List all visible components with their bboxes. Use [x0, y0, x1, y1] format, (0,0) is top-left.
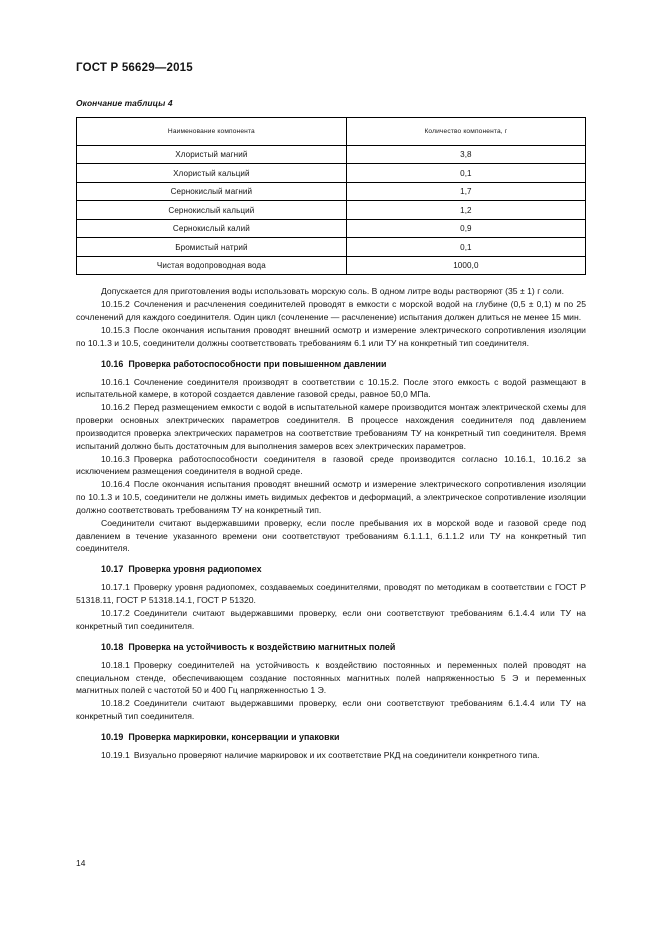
clause-number: 10.18.1: [101, 659, 130, 670]
heading-10-19: [76, 732, 586, 742]
cell-component-name: Бромистый натрий: [77, 238, 347, 257]
page-number: 14: [76, 858, 86, 868]
clause-number: 10.16.1: [101, 376, 130, 387]
table-row: [77, 164, 586, 183]
standard-title: ГОСТ Р 56629—2015: [76, 62, 193, 74]
table-row: [77, 256, 586, 275]
cell-component-name: Хлористый кальций: [77, 164, 347, 183]
table-header-row: [77, 117, 586, 145]
paragraph-10-16-3: [76, 453, 586, 479]
column-header-name: Наименование компонента: [77, 117, 347, 145]
paragraph-text: Перед размещением емкости с водой в испытательной камере производится монтаж электрической схемы для проверки основных электрических параметров соединителя. В процессе нахождения соединителя под давлением производится проверка электрических параметров на соответствие требованиям ТУ на конкретный тип соединителя. Время испытаний должно быть достаточным для выполнения замеров всех электрических параметров.: [76, 402, 586, 451]
paragraph-text: Проверку уровня радиопомех, создаваемых соединителями, проводят по методикам в соответствии с ГОСТ Р 51318.11, ГОСТ Р 51318.14.1, ГОСТ Р 51320.: [76, 582, 586, 606]
column-header-value: Количество компонента, г: [346, 117, 585, 145]
paragraph-text: Соединители считают выдержавшими проверку, если они соответствуют требованиям 6.1.4.4 или ТУ на конкретный тип соединителя.: [76, 698, 586, 722]
section-title: Проверка маркировки, консервации и упаковки: [128, 731, 340, 742]
paragraph-text: После окончания испытания проводят внешний осмотр и измерение электрического сопротивления изоляции по 10.1.3 и 10.5, соединители не должны иметь видимых дефектов и деформаций, а электрическое сопротивление изоляции должно соответствовать требованиям ТУ на конкретный тип.: [76, 479, 586, 515]
clause-number: 10.16.2: [101, 402, 130, 413]
paragraph-text: Соединители считают выдержавшими проверку, если после пребывания их в морской воде и газовой среде под давлением в течение указанного времени они соответствуют требованиям 6.1.1.1, 6.1.1.2 или ТУ на конкретный тип соединителя.: [76, 517, 586, 554]
clause-number: 10.17.2: [101, 608, 130, 619]
cell-component-name: Хлористый магний: [77, 145, 347, 164]
paragraph-10-18-2: [76, 697, 586, 723]
table-caption: Окончание таблицы 4: [76, 97, 173, 108]
table-row: [77, 219, 586, 238]
cell-component-value: 0,1: [346, 164, 585, 183]
paragraph-text: Соединители считают выдержавшими проверку, если они соответствуют требованиям 6.1.4.4 или ТУ на конкретный тип соединителя.: [76, 608, 586, 631]
table-body: [77, 145, 586, 275]
clause-number: 10.16.3: [101, 453, 130, 464]
paragraph-text: После окончания испытания проводят внешний осмотр и измерение электрического сопротивления изоляции по 10.1.3 и 10.5, соединители должны соответствовать требованиям 6.1 или ТУ на конкретный тип соединителя.: [76, 324, 586, 348]
cell-component-value: 0,9: [346, 219, 585, 238]
cell-component-name: Сернокислый калий: [77, 219, 347, 238]
paragraph-text: Проверку соединителей на устойчивость к воздействию постоянных и переменных полей проводят на специальном стенде, обеспечивающем создание постоянных магнитных полей напряженностью 5 Э и переменных магнитных полей с частотой 50 и 400 Гц напряженностью 1 Э.: [76, 659, 586, 696]
table-row: [77, 201, 586, 220]
paragraph-10-16-4: [76, 478, 586, 517]
paragraph-10-15-3: [76, 324, 586, 350]
paragraph-10-17-2: [76, 607, 586, 633]
paragraph-text: Проверка работоспособности соединителя в газовой среде производится согласно 10.16.1, 10.16.2 за исключением размещения соединителя в водной среде.: [76, 453, 586, 477]
paragraph-sea-salt: [76, 285, 586, 298]
paragraph-text: Визуально проверяют наличие маркировок и их соответствие РКД на соединители конкретного типа.: [133, 749, 540, 760]
table-row: [77, 238, 586, 257]
components-table: [76, 117, 586, 276]
paragraph-10-18-1: [76, 659, 586, 698]
section-title: Проверка уровня радиопомех: [128, 564, 262, 575]
clause-number: 10.19.1: [101, 749, 130, 760]
cell-component-value: 1,7: [346, 182, 585, 201]
paragraph-10-19-1: [76, 749, 586, 762]
heading-10-16: [76, 359, 586, 369]
clause-number: 10.15.3: [101, 324, 130, 335]
cell-component-value: 0,1: [346, 238, 585, 257]
section-title: Проверка на устойчивость к воздействию магнитных полей: [128, 641, 396, 652]
cell-component-value: 1,2: [346, 201, 585, 220]
cell-component-value: 3,8: [346, 145, 585, 164]
table-row: [77, 182, 586, 201]
paragraph-10-16-1: [76, 376, 586, 402]
cell-component-name: Чистая водопроводная вода: [77, 256, 347, 275]
paragraph-text: Допускается для приготовления воды использовать морскую соль. В одном литре воды растворяют (35 ± 1) г соли.: [101, 286, 565, 297]
paragraph-10-15-2: [76, 298, 586, 324]
clause-number: 10.15.2: [101, 299, 130, 310]
page-content: [76, 0, 586, 762]
section-title: Проверка работоспособности при повышенном давлении: [128, 358, 387, 369]
paragraph-conclusion: [76, 517, 586, 556]
table-row: [77, 145, 586, 164]
section-number: 10.17: [101, 564, 124, 575]
cell-component-value: 1000,0: [346, 256, 585, 275]
cell-component-name: Сернокислый магний: [77, 182, 347, 201]
section-number: 10.16: [101, 358, 124, 369]
paragraph-text: Сочленения и расчленения соединителей проводят в емкости с морской водой на глубине (0,5 ± 0,1) м по 25 сочленений для каждого соединителя. Один цикл (сочленение — расчленение) испытания должен длиться не менее 15 мин.: [76, 299, 586, 322]
paragraph-10-17-1: [76, 581, 586, 607]
paragraph-10-16-2: [76, 401, 586, 452]
clause-number: 10.16.4: [101, 479, 130, 490]
heading-10-18: [76, 642, 586, 652]
heading-10-17: [76, 564, 586, 574]
section-number: 10.19: [101, 731, 124, 742]
clause-number: 10.17.1: [101, 582, 130, 593]
clause-number: 10.18.2: [101, 698, 130, 709]
section-number: 10.18: [101, 641, 124, 652]
paragraph-text: Сочленение соединителя производят в соответствии с 10.15.2. После этого емкость с водой размещают в испытательной камере, в которой создается давление газовой среды, равное 50,0 МПа.: [76, 376, 586, 400]
cell-component-name: Сернокислый кальций: [77, 201, 347, 220]
